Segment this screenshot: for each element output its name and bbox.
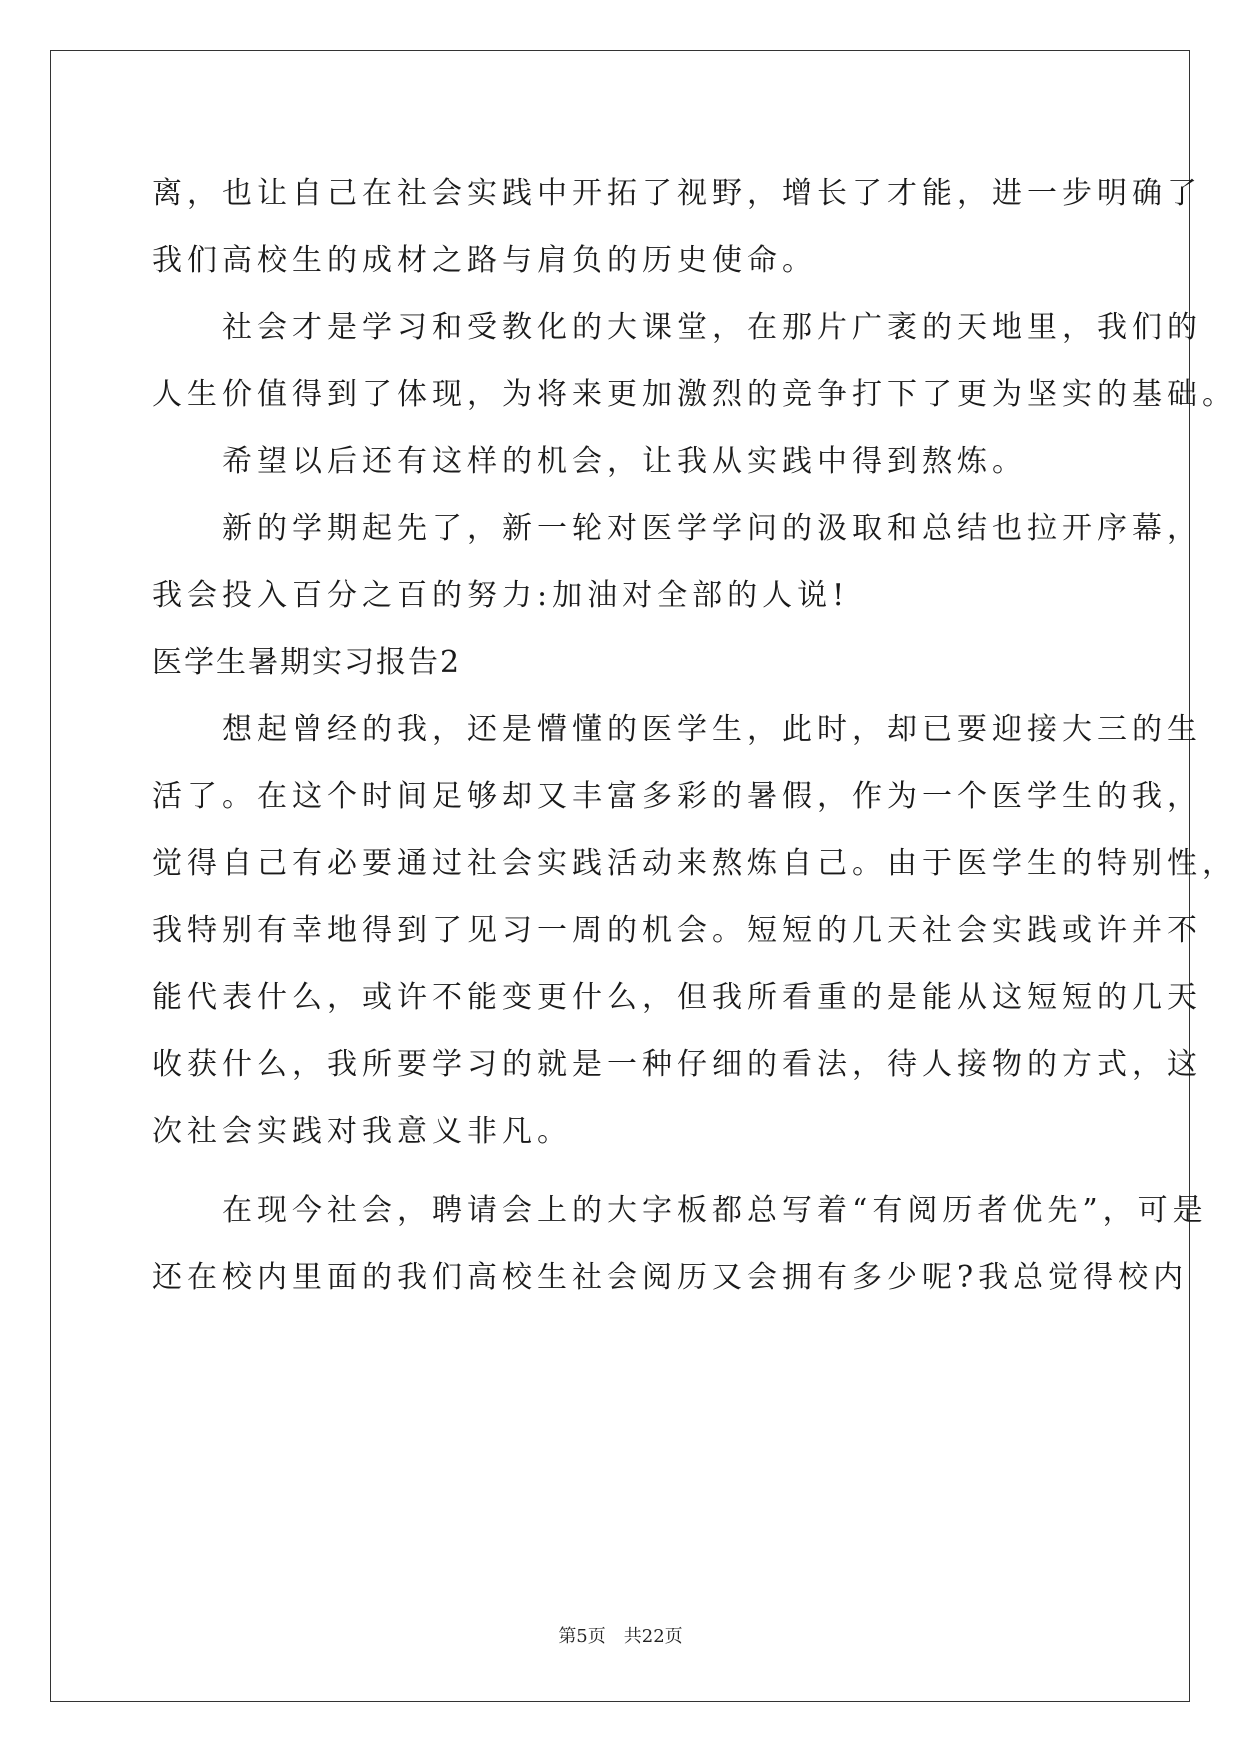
text-line: 人生价值得到了体现，为将来更加激烈的竞争打下了更为坚实的基础。 [152,377,1237,412]
text-line: 收获什么，我所要学习的就是一种仔细的看法，待人接物的方式，这 [152,1047,1202,1082]
paragraph-line: 在现今社会，聘请会上的大字板都总写着“有阅历者优先”，可是 [152,1193,1208,1228]
text-line: 次社会实践对我意义非凡。 [152,1114,572,1149]
page-number: 第5页 [558,1626,606,1647]
page-total: 共22页 [623,1626,683,1647]
paragraph-line: 希望以后还有这样的机会，让我从实践中得到熬炼。 [152,444,1027,479]
text-line: 活了。在这个时间足够却又丰富多彩的暑假，作为一个医学生的我， [152,779,1202,814]
text-line: 我特别有幸地得到了见习一周的机会。短短的几天社会实践或许并不 [152,913,1202,948]
section-heading: 医学生暑期实习报告2 [152,645,462,680]
paragraph-gap [152,1165,1092,1177]
page-footer [0,1622,1241,1648]
paragraph-line: 社会才是学习和受教化的大课堂，在那片广袤的天地里，我们的 [152,310,1202,345]
paragraph-line: 新的学期起先了，新一轮对医学学问的汲取和总结也拉开序幕， [152,511,1202,546]
text-line: 觉得自己有必要通过社会实践活动来熬炼自己。由于医学生的特别性， [152,846,1237,881]
text-line: 还在校内里面的我们高校生社会阅历又会拥有多少呢?我总觉得校内 [152,1260,1189,1295]
text-line: 我们高校生的成材之路与肩负的历史使命。 [152,243,817,278]
paragraph-line: 想起曾经的我，还是懵懂的医学生，此时，却已要迎接大三的生 [152,712,1202,747]
document-body [152,160,1237,1311]
text-line: 能代表什么，或许不能变更什么，但我所看重的是能从这短短的几天 [152,980,1202,1015]
text-line: 我会投入百分之百的努力:加油对全部的人说! [152,578,850,613]
text-line: 离，也让自己在社会实践中开拓了视野，增长了才能，进一步明确了 [152,176,1202,211]
